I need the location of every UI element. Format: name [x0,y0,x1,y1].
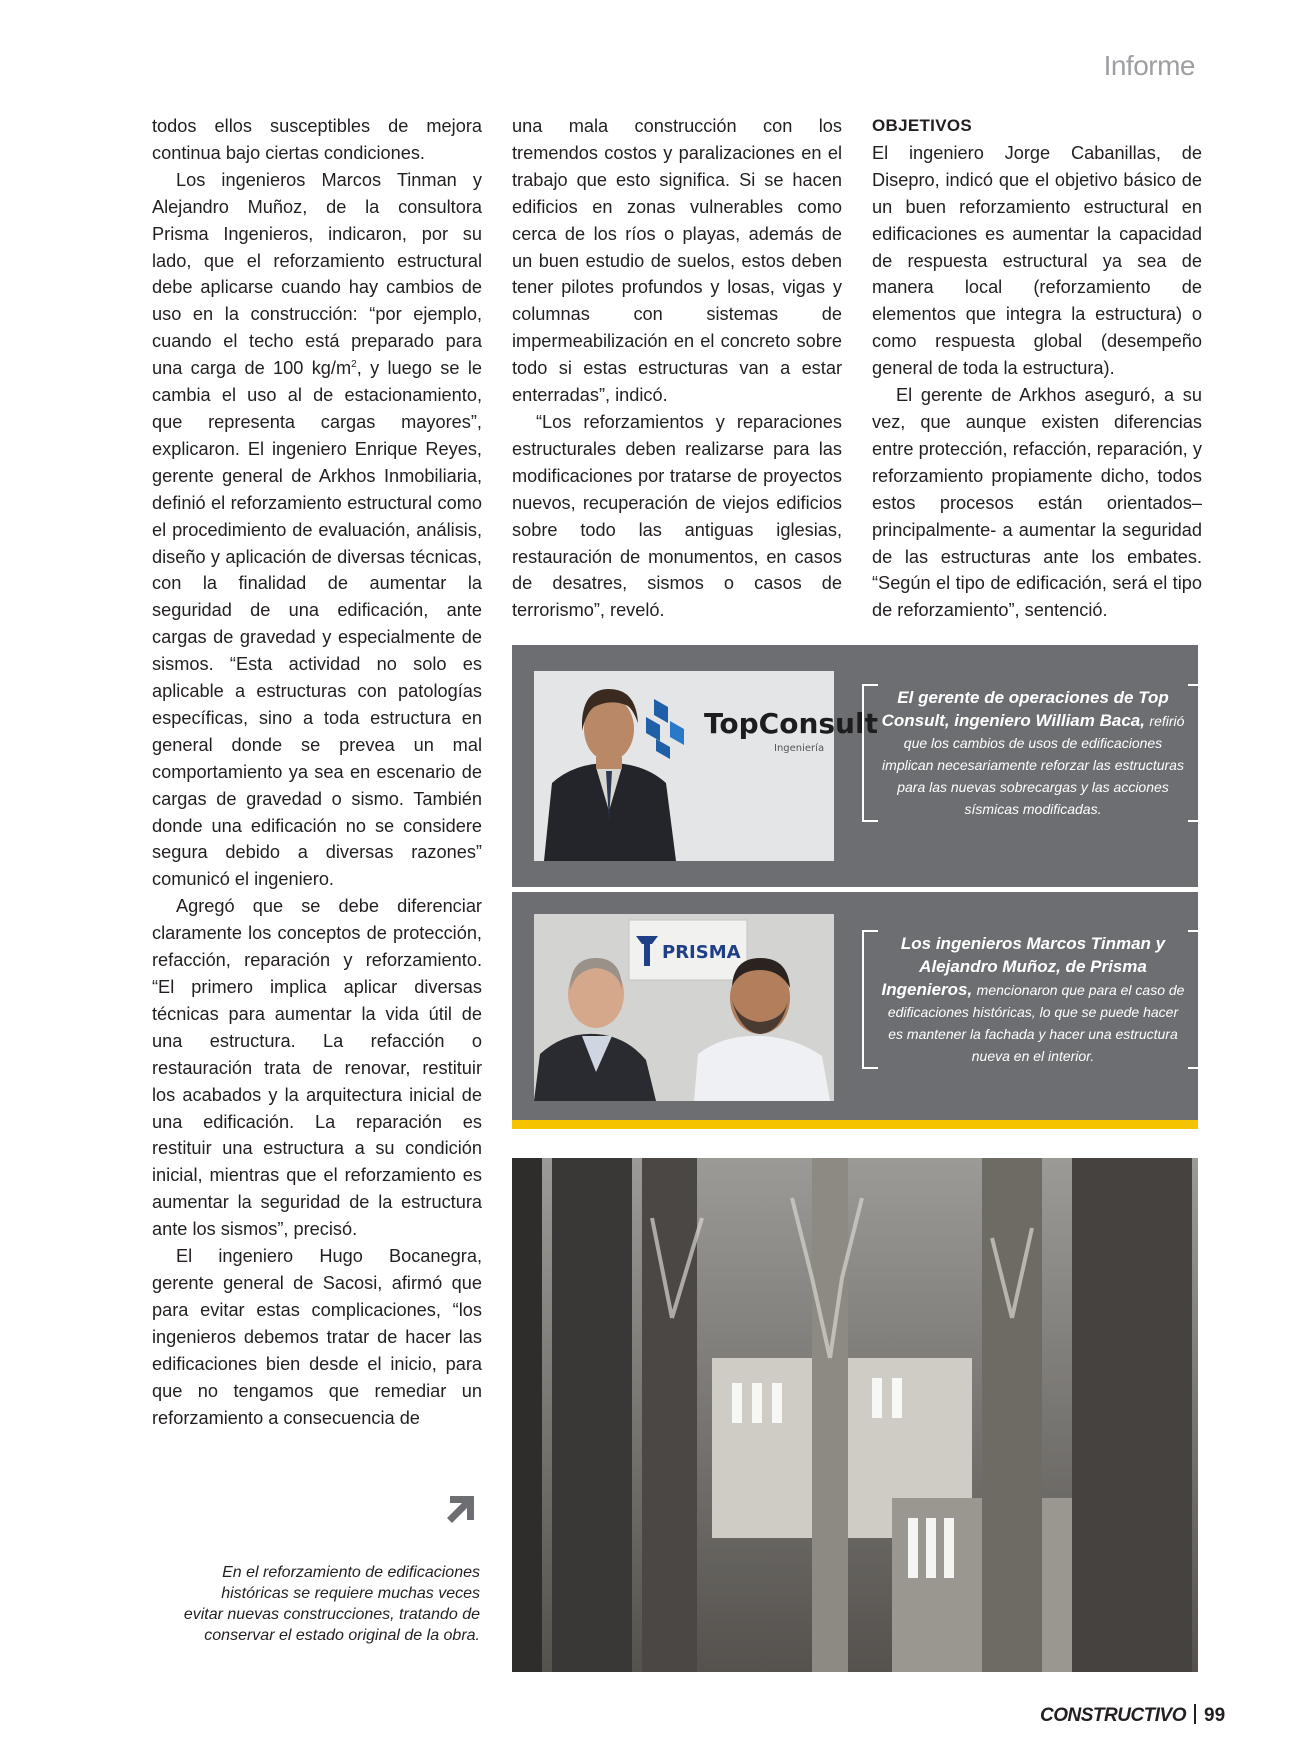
caption-text: refirió que los cambios de usos de edificaciones implican necesariamente reforzar las estructuras para las nuevas sobrecargas y las acciones sísmicas modificadas. [882,713,1185,817]
bracket-right [1188,930,1204,1069]
paragraph: Agregó que se debe diferenciar claramente los conceptos de protección, refacción, reparación y reforzamiento. “El primero implica aplicar diversas técnicas para aumentar la vida útil de una estructura. La refacción o restauración trata de renovar, restituir los acabados y la arquitectura inicial de una edificación. La reparación es restituir una estructura a su condición inicial, mientras que el reforzamiento es aumentar la seguridad de la estructura ante los sismos”, precisó. [152,896,482,1240]
photo-caption-1 [866,684,1200,822]
subheading: OBJETIVOS [872,116,973,135]
paragraph: El ingeniero Jorge Cabanillas, de Disepro, indicó que el objetivo básico de un buen reforzamiento estructural en edificaciones es aumentar la capacidad de respuesta estructural ya sea de manera local (reforzamiento de elementos que integra la estructura) o como respuesta global (desempeño general de toda la estructura). [872,142,1202,379]
cathedral-caption: En el reforzamiento de edificaciones históricas se requiere muchas veces evitar nuevas construcciones, tratando de conservar el estado original de la obra. [183,1564,480,1644]
prisma-logo-text: PRISMA [662,942,741,963]
section-label: Informe [1103,50,1195,81]
photo-tinman-munoz [534,914,834,1101]
article-column-3 [872,113,1202,624]
accent-bar [512,1120,1198,1129]
paragraph: El ingeniero Hugo Bocanegra, gerente general de Sacosi, afirmó que para evitar estas complicaciones, “los ingenieros debemos tratar de hacer las edificaciones bien desde el inicio, para que no tengamos que remediar un reforzamiento a consecuencia de [152,1246,482,1428]
photo-william-baca [534,671,878,861]
magazine-name: CONSTRUCTIVO [1040,1705,1186,1726]
paragraph: todos ellos susceptibles de mejora continua bajo ciertas condiciones. [152,116,482,163]
arrow-up-right-icon [442,1488,482,1528]
bracket-right [1188,684,1204,822]
paragraph: una mala construcción con los tremendos costos y paralizaciones en el trabajo que esto significa. Si se hacen edificios en zonas vulnerables como cerca de los ríos o playas, además de un buen estudio de suelos, estos deben tener pilotes profundos y losas, vigas y columnas con sistemas de impermeabilización en el concreto sobre todo si estas estructuras van a estar enterradas”, indicó. [512,116,842,406]
paragraph: El gerente de Arkhos aseguró, a su vez, que aunque existen diferencias entre protección, refacción, reparación, y reforzamiento propiamente dicho, todos estos procesos están orientados– principalmente- a aumentar la seguridad de las estructuras ante los embates. “Según el tipo de edificación, será el tipo de reforzamiento”, sentenció. [872,385,1202,621]
page-number: 99 [1204,1705,1226,1726]
footer-divider [1194,1704,1196,1724]
caption-bold: Los ingenieros Marcos Tinman y Alejandro Muñoz, de Prisma Ingenieros, [881,934,1166,999]
article-column-1 [152,113,482,1431]
caption-text: mencionaron que para el caso de edificaciones históricas, lo que se puede hacer es mantener la fachada y hacer una estructura nueva en el interior. [887,982,1185,1064]
photo-cathedral-interior [512,1158,1198,1672]
bracket-left [862,684,878,822]
caption-bold: El gerente de operaciones de Top Consult, ingeniero William Baca, [881,688,1169,730]
topconsult-logo-sub: Ingeniería [774,743,825,754]
paragraph: “Los reforzamientos y reparaciones estructurales deben realizarse para las modificaciones por tratarse de proyectos nuevos, recuperación de viejos edificios sobre todo las antiguas iglesias, restauración de monumentos, en casos de desatres, sismos o casos de terrorismo”, reveló. [512,411,842,621]
article-column-2 [512,113,842,624]
paragraph: Los ingenieros Marcos Tinman y Alejandro Muñoz, de la consultora Prisma Ingenieros, indicaron, por su lado, que el reforzamiento estructural debe aplicarse cuando hay cambios de uso en la construcción: “por ejemplo, cuando el techo está preparado para una carga de 100 $kg/m^2$, y luego se le cambia el uso al de estacionamiento, que representa cargas mayores”, explicaron. El ingeniero Enrique Reyes, gerente general de Arkhos Inmobiliaria, definió el reforzamiento estructural como el procedimiento de evaluación, análisis, diseño y aplicación de diversas técnicas, con la finalidad de aumentar la seguridad de una edificación, ante cargas de gravedad y especialmente de sismos. “Esta actividad no solo es aplicable a estructuras con patologías específicas, sino a toda estructura en general donde se prevea un mal comportamiento ya sea en escenario de cargas de gravedad o sismo. También donde una edificación no se considere segura debido a diversas razones” comunicó el ingeniero. [152,169,482,890]
topconsult-logo-text: TopConsult [704,707,878,740]
page-footer [1040,1704,1226,1727]
photo-caption-2 [866,930,1200,1069]
bracket-left [862,930,878,1069]
